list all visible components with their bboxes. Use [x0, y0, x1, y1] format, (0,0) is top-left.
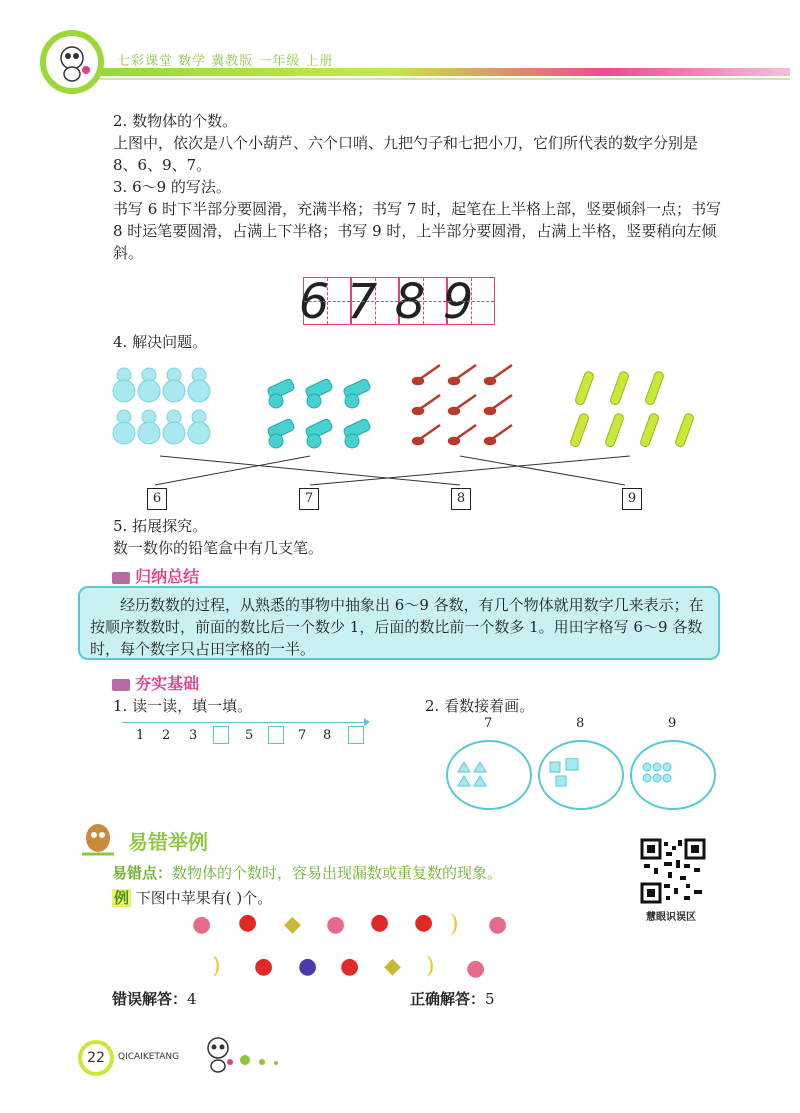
wrong-answer — [112, 988, 197, 1009]
section-2 — [113, 110, 723, 176]
whistle-group — [267, 378, 372, 448]
answer-blank[interactable] — [348, 726, 364, 744]
mistake-point-label: 易错点： — [112, 864, 173, 882]
pineapple-icon: ◆ — [384, 954, 401, 979]
spoon-icon — [413, 395, 440, 414]
spoon-group — [413, 365, 512, 444]
section-3 — [113, 176, 723, 264]
fruit-figure — [180, 910, 520, 990]
gourd-icon — [188, 368, 210, 402]
banana-icon: ) — [212, 954, 221, 979]
practice-heading — [112, 671, 199, 694]
practice-label: 夯实基础 — [135, 674, 200, 693]
spoon-icon — [449, 425, 476, 444]
draw-number: 8 — [576, 716, 585, 731]
tianzige-grid — [298, 274, 495, 330]
spoon-icon — [413, 425, 440, 444]
whistle-icon — [343, 418, 372, 448]
footer-dots — [240, 1050, 278, 1069]
number-line — [122, 720, 370, 744]
summary-body: 经历数数的过程，从熟悉的事物中抽象出 6～9 各数，有几个物体就用数字几来表示；在按顺序数数时，前面的数比后一个数少 1，后面的数比前一个数多 1。用田字格写 6～9 各数时，每个数字只占田字格的一半。 — [90, 596, 704, 658]
digit-six: 6 — [298, 274, 330, 330]
number-line-label: 5 — [245, 728, 254, 743]
right-answer — [410, 988, 495, 1009]
number-line-label: 3 — [189, 728, 198, 743]
book-title: 七彩课堂 数学 冀教版 一年级 上册 — [117, 54, 334, 69]
section-2-body: 上图中，依次是八个小葫芦、六个口哨、九把勺子和七把小刀，它们所代表的数字分别是 8、6、9、7。 — [113, 134, 699, 174]
number-box-nine: 9 — [622, 488, 642, 510]
peach-icon: ● — [192, 912, 212, 937]
gourd-icon — [188, 410, 210, 444]
gourd-icon — [163, 368, 185, 402]
spoon-icon — [449, 395, 476, 414]
banana-icon: ) — [426, 954, 435, 979]
section-4-title: 4. 解决问题。 — [113, 333, 208, 351]
folder-icon — [112, 679, 130, 691]
knife-icon — [574, 371, 594, 406]
gourd-icon — [163, 410, 185, 444]
apple-icon: ● — [370, 910, 390, 935]
example-label: 例 — [114, 889, 130, 907]
dot-icon — [259, 1059, 265, 1065]
summary-box — [78, 586, 720, 660]
grape-icon: ● — [298, 954, 318, 979]
apple-icon: ● — [254, 954, 274, 979]
header-bar-underline — [60, 78, 790, 80]
draw-number: 9 — [668, 716, 677, 731]
match-line — [460, 456, 625, 485]
knife-icon — [569, 413, 589, 448]
knife-icon — [604, 413, 624, 448]
circle-shapes-icon — [642, 762, 682, 786]
answer-blank[interactable] — [268, 726, 284, 744]
section-5-body: 数一数你的铅笔盒中有几支笔。 — [113, 539, 324, 557]
match-line — [310, 456, 630, 485]
drawing-area-seven[interactable] — [446, 740, 532, 810]
header-bar — [60, 68, 790, 76]
section-3-title: 3. 6～9 的写法。 — [113, 178, 231, 196]
number-box-six: 6 — [147, 488, 167, 510]
folder-icon — [112, 572, 130, 584]
gourd-icon — [113, 368, 135, 402]
number-line-label: 1 — [136, 728, 145, 743]
number-box-seven: 7 — [299, 488, 319, 510]
mascot-badge — [40, 30, 104, 94]
knife-icon — [609, 371, 629, 406]
triangle-shapes-icon — [456, 760, 496, 790]
summary-heading — [112, 564, 199, 587]
knife-icon — [674, 413, 694, 448]
banana-icon: ) — [450, 912, 459, 937]
section-5-title: 5. 拓展探究。 — [113, 517, 208, 535]
match-line — [155, 456, 310, 485]
whistle-icon — [305, 418, 334, 448]
spoon-icon — [485, 425, 512, 444]
digit-eight: 8 — [394, 274, 426, 330]
digit-nine: 9 — [442, 274, 474, 330]
mistake-point — [112, 862, 502, 883]
peach-icon: ● — [488, 912, 508, 937]
peach-icon: ● — [326, 912, 346, 937]
number-line-label: 7 — [298, 728, 307, 743]
dot-icon — [240, 1055, 250, 1065]
example-body: 下图中苹果有( )个。 — [131, 889, 273, 907]
whistle-icon — [267, 418, 296, 448]
spoon-icon — [413, 365, 440, 384]
mistake-point-body: 数物体的个数时，容易出现漏数或重复数的现象。 — [172, 864, 503, 882]
gourd-group — [113, 368, 210, 444]
page-number: 22 — [87, 1050, 105, 1066]
page-number-badge — [78, 1040, 114, 1076]
spoon-icon — [485, 395, 512, 414]
section-2-title: 2. 数物体的个数。 — [113, 112, 238, 130]
drawing-area-eight[interactable] — [538, 740, 624, 810]
matching-lines — [155, 456, 630, 485]
mascot-icon — [200, 1034, 236, 1074]
peach-icon: ● — [466, 956, 486, 981]
spoon-icon — [485, 365, 512, 384]
section-5 — [113, 515, 723, 559]
wrong-answer-value: 4 — [187, 990, 197, 1008]
grid-cell — [442, 274, 495, 330]
dot-icon — [274, 1061, 278, 1065]
right-answer-label: 正确解答： — [410, 990, 486, 1008]
gourd-icon — [113, 410, 135, 444]
digit-seven: 7 — [346, 274, 378, 330]
mistake-title: 易错举例 — [128, 830, 208, 854]
match-line — [160, 456, 460, 485]
whistle-icon — [343, 378, 372, 408]
spoon-icon — [449, 365, 476, 384]
mascot-icon — [46, 36, 98, 88]
practice-q1: 1. 读一读，填一填。 — [113, 697, 253, 715]
knife-group — [569, 371, 694, 448]
pineapple-icon: ◆ — [284, 912, 301, 937]
practice-q2: 2. 看数接着画。 — [425, 697, 535, 715]
apple-icon: ● — [414, 910, 434, 935]
number-box-eight: 8 — [451, 488, 471, 510]
gourd-icon — [138, 368, 160, 402]
answer-blank[interactable] — [213, 726, 229, 744]
gourd-icon — [138, 410, 160, 444]
knife-icon — [644, 371, 664, 406]
apple-icon: ● — [238, 910, 258, 935]
whistle-icon — [305, 378, 334, 408]
draw-number: 7 — [484, 716, 493, 731]
section-4 — [113, 331, 723, 353]
qr-caption: 慧眼识误区 — [646, 912, 696, 923]
square-shapes-icon — [548, 758, 588, 788]
knife-icon — [639, 413, 659, 448]
number-line-label: 8 — [323, 728, 332, 743]
number-line-label: 2 — [162, 728, 171, 743]
section-3-body: 书写 6 时下半部分要圆滑，充满半格；书写 7 时，起笔在上半格上部，竖要倾斜一点；书写 8 时运笔要圆滑，占满上下半格；书写 9 时，上半部分要圆滑，占满上半格，竖要稍向左倾斜。 — [113, 200, 722, 262]
mascot-icon — [78, 818, 118, 858]
summary-label: 归纳总结 — [135, 567, 200, 586]
whistle-icon — [267, 378, 296, 408]
qr-code-icon[interactable] — [640, 838, 706, 904]
footer-brand: QICAIKETANG — [118, 1052, 180, 1062]
number-line-axis — [122, 722, 366, 723]
right-answer-value: 5 — [485, 990, 495, 1008]
mistake-example — [112, 887, 272, 908]
arrow-icon — [364, 718, 370, 726]
drawing-area-nine[interactable] — [630, 740, 716, 810]
wrong-answer-label: 错误解答： — [112, 990, 188, 1008]
apple-icon: ● — [340, 954, 360, 979]
